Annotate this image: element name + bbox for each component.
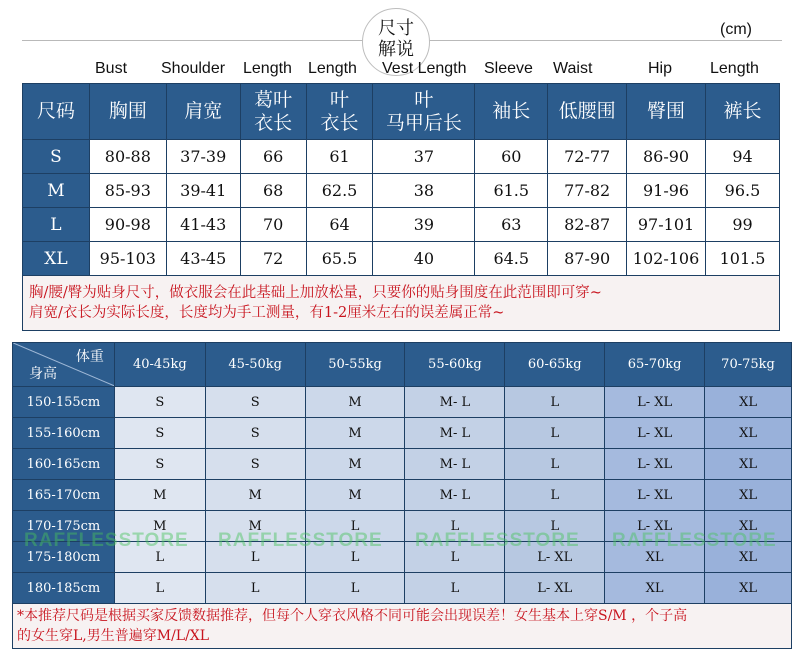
rec-size-cell: L (505, 480, 605, 511)
rec-size-cell: M- L (405, 480, 505, 511)
size-cell: 41-43 (166, 208, 240, 242)
rec-row (13, 480, 792, 511)
size-cell: 62.5 (306, 174, 373, 208)
watermark: RAFFLESSTORE (218, 530, 383, 551)
size-table (22, 83, 780, 331)
rec-size-cell: L- XL (605, 511, 705, 542)
rec-size-cell: M- L (405, 387, 505, 418)
size-cell: 101.5 (705, 242, 779, 276)
size-cell: 40 (373, 242, 475, 276)
height-label: 160-165cm (13, 449, 115, 480)
rec-size-cell: L- XL (605, 449, 705, 480)
size-cell: 97-101 (627, 208, 706, 242)
rec-size-cell: M (305, 480, 405, 511)
height-label: 165-170cm (13, 480, 115, 511)
size-header-row (23, 84, 780, 140)
en-label-shoulder: Shoulder (161, 60, 226, 77)
size-cell: 61.5 (475, 174, 548, 208)
size-cell: 37-39 (166, 140, 240, 174)
col-header-hip: 臀围 (627, 84, 706, 140)
size-cell: 95-103 (89, 242, 166, 276)
height-label: 180-185cm (13, 573, 115, 604)
en-label-vest-length: Vest Length (382, 60, 467, 77)
height-label: 170-175cm (13, 511, 115, 542)
recommendation-table (12, 342, 792, 649)
height-label: 155-160cm (13, 418, 115, 449)
weight-header: 40-45kg (114, 343, 205, 387)
rec-size-cell: M- L (405, 449, 505, 480)
weight-header: 45-50kg (205, 343, 305, 387)
rec-size-cell: L (505, 418, 605, 449)
size-cell: 39 (373, 208, 475, 242)
rec-size-cell: XL (705, 511, 792, 542)
rec-size-cell: M (205, 511, 305, 542)
size-cell: 102-106 (627, 242, 706, 276)
rec-size-cell: L- XL (605, 418, 705, 449)
size-cell: 39-41 (166, 174, 240, 208)
size-cell: 80-88 (89, 140, 166, 174)
size-cell: 96.5 (705, 174, 779, 208)
rec-size-cell: M- L (405, 418, 505, 449)
rec-row (13, 573, 792, 604)
size-cell: 94 (705, 140, 779, 174)
size-note-line-2: 肩宽/衣长为实际长度，长度均为手工测量，有1-2厘米左右的误差属正常~ (29, 305, 505, 321)
rec-size-cell: M (305, 387, 405, 418)
rec-row (13, 449, 792, 480)
size-cell: 63 (475, 208, 548, 242)
size-cell: 37 (373, 140, 475, 174)
title-line-2: 解说 (378, 39, 414, 60)
rec-size-cell: S (205, 418, 305, 449)
rec-size-cell: L (505, 449, 605, 480)
rec-size-cell: L (114, 542, 205, 573)
weight-header: 60-65kg (505, 343, 605, 387)
size-cell: 38 (373, 174, 475, 208)
rec-size-cell: XL (705, 542, 792, 573)
size-cell: 72 (240, 242, 306, 276)
size-cell: 72-77 (548, 140, 627, 174)
weight-header: 55-60kg (405, 343, 505, 387)
col-header-bust: 胸围 (89, 84, 166, 140)
en-label-waist: Waist (553, 60, 593, 77)
size-note-line-1: 胸/腰/臀为贴身尺寸，做衣服会在此基础上加放松量，只要你的贴身围度在此范围即可穿~ (29, 285, 602, 301)
size-cell: 65.5 (306, 242, 373, 276)
size-cell: 86-90 (627, 140, 706, 174)
rec-size-cell: L (505, 387, 605, 418)
rec-size-cell: L (405, 573, 505, 604)
weight-header: 50-55kg (305, 343, 405, 387)
size-row (23, 140, 780, 174)
rec-note-row (13, 604, 792, 649)
rec-size-cell: S (114, 449, 205, 480)
corner-weight-label: 体重 (75, 349, 104, 365)
size-cell: 60 (475, 140, 548, 174)
size-cell: 82-87 (548, 208, 627, 242)
col-header-vest-length: 叶 马甲后长 (373, 84, 475, 140)
weight-header: 70-75kg (705, 343, 792, 387)
rec-size-cell: S (114, 418, 205, 449)
size-row (23, 174, 780, 208)
en-label-sleeve: Sleeve (484, 60, 533, 77)
rec-note-line-2: 的女生穿L,男生普遍穿M/L/XL (17, 628, 210, 644)
rec-size-cell: L- XL (605, 387, 705, 418)
rec-size-cell: XL (705, 387, 792, 418)
rec-note (13, 604, 792, 649)
unit-label: (cm) (720, 21, 752, 38)
size-cell: 64.5 (475, 242, 548, 276)
rec-size-cell: S (114, 387, 205, 418)
col-header-top-length-2: 叶 衣长 (306, 84, 373, 140)
rec-size-cell: L- XL (505, 573, 605, 604)
size-cell: 91-96 (627, 174, 706, 208)
size-row (23, 208, 780, 242)
size-note-row (23, 276, 780, 331)
rec-size-cell: XL (705, 418, 792, 449)
size-table-body (23, 140, 780, 276)
rec-size-cell: L- XL (605, 480, 705, 511)
rec-size-cell: M (114, 511, 205, 542)
col-header-shoulder: 肩宽 (166, 84, 240, 140)
corner-height-label: 身高 (29, 366, 57, 382)
rec-header-row (13, 343, 792, 387)
rec-size-cell: L (205, 542, 305, 573)
watermark: RAFFLESSTORE (24, 530, 189, 551)
size-cell: 68 (240, 174, 306, 208)
title-line-1: 尺寸 (378, 18, 414, 39)
rec-size-cell: M (205, 480, 305, 511)
rec-size-cell: L (405, 542, 505, 573)
rec-size-cell: XL (605, 542, 705, 573)
rec-corner-cell (13, 343, 115, 387)
rec-size-cell: S (205, 387, 305, 418)
size-cell: 70 (240, 208, 306, 242)
rec-size-cell: M (305, 449, 405, 480)
rec-size-cell: L (305, 542, 405, 573)
size-label: M (23, 174, 90, 208)
rec-row (13, 387, 792, 418)
rec-size-cell: XL (605, 573, 705, 604)
en-label-hip: Hip (648, 60, 673, 77)
col-header-pants-length: 裤长 (705, 84, 779, 140)
en-label-length-1: Length (243, 60, 292, 77)
watermark: RAFFLESSTORE (415, 530, 580, 551)
rec-size-cell: L (305, 511, 405, 542)
rec-size-cell: L (205, 573, 305, 604)
rec-size-cell: L (114, 573, 205, 604)
size-label: S (23, 140, 90, 174)
en-label-bust: Bust (95, 60, 128, 77)
size-note (23, 276, 780, 331)
rec-size-cell: L- XL (505, 542, 605, 573)
size-cell: 61 (306, 140, 373, 174)
height-label: 175-180cm (13, 542, 115, 573)
rec-size-cell: XL (705, 480, 792, 511)
size-cell: 99 (705, 208, 779, 242)
rec-size-cell: M (305, 418, 405, 449)
col-header-sleeve: 袖长 (475, 84, 548, 140)
size-cell: 90-98 (89, 208, 166, 242)
rec-size-cell: S (205, 449, 305, 480)
rec-size-cell: L (505, 511, 605, 542)
watermark: RAFFLESSTORE (612, 530, 777, 551)
rec-size-cell: XL (705, 449, 792, 480)
rec-size-cell: XL (705, 573, 792, 604)
rec-row (13, 418, 792, 449)
size-label: L (23, 208, 90, 242)
col-header-size: 尺码 (23, 84, 90, 140)
size-label: XL (23, 242, 90, 276)
size-row (23, 242, 780, 276)
size-cell: 43-45 (166, 242, 240, 276)
weight-header: 65-70kg (605, 343, 705, 387)
en-label-length-2: Length (308, 60, 357, 77)
col-header-waist: 低腰围 (548, 84, 627, 140)
size-cell: 85-93 (89, 174, 166, 208)
rec-size-cell: M (114, 480, 205, 511)
rec-note-line-1: *本推荐尺码是根据买家反馈数据推荐，但每个人穿衣风格不同可能会出现误差！女生基本上穿S/M ，个子高 (17, 608, 688, 624)
en-label-length-3: Length (710, 60, 759, 77)
rec-size-cell: L (305, 573, 405, 604)
size-cell: 77-82 (548, 174, 627, 208)
recommendation-table-body (13, 387, 792, 604)
size-cell: 87-90 (548, 242, 627, 276)
size-cell: 64 (306, 208, 373, 242)
rec-size-cell: L (405, 511, 505, 542)
height-label: 150-155cm (13, 387, 115, 418)
col-header-top-length-1: 葛叶 衣长 (240, 84, 306, 140)
size-cell: 66 (240, 140, 306, 174)
